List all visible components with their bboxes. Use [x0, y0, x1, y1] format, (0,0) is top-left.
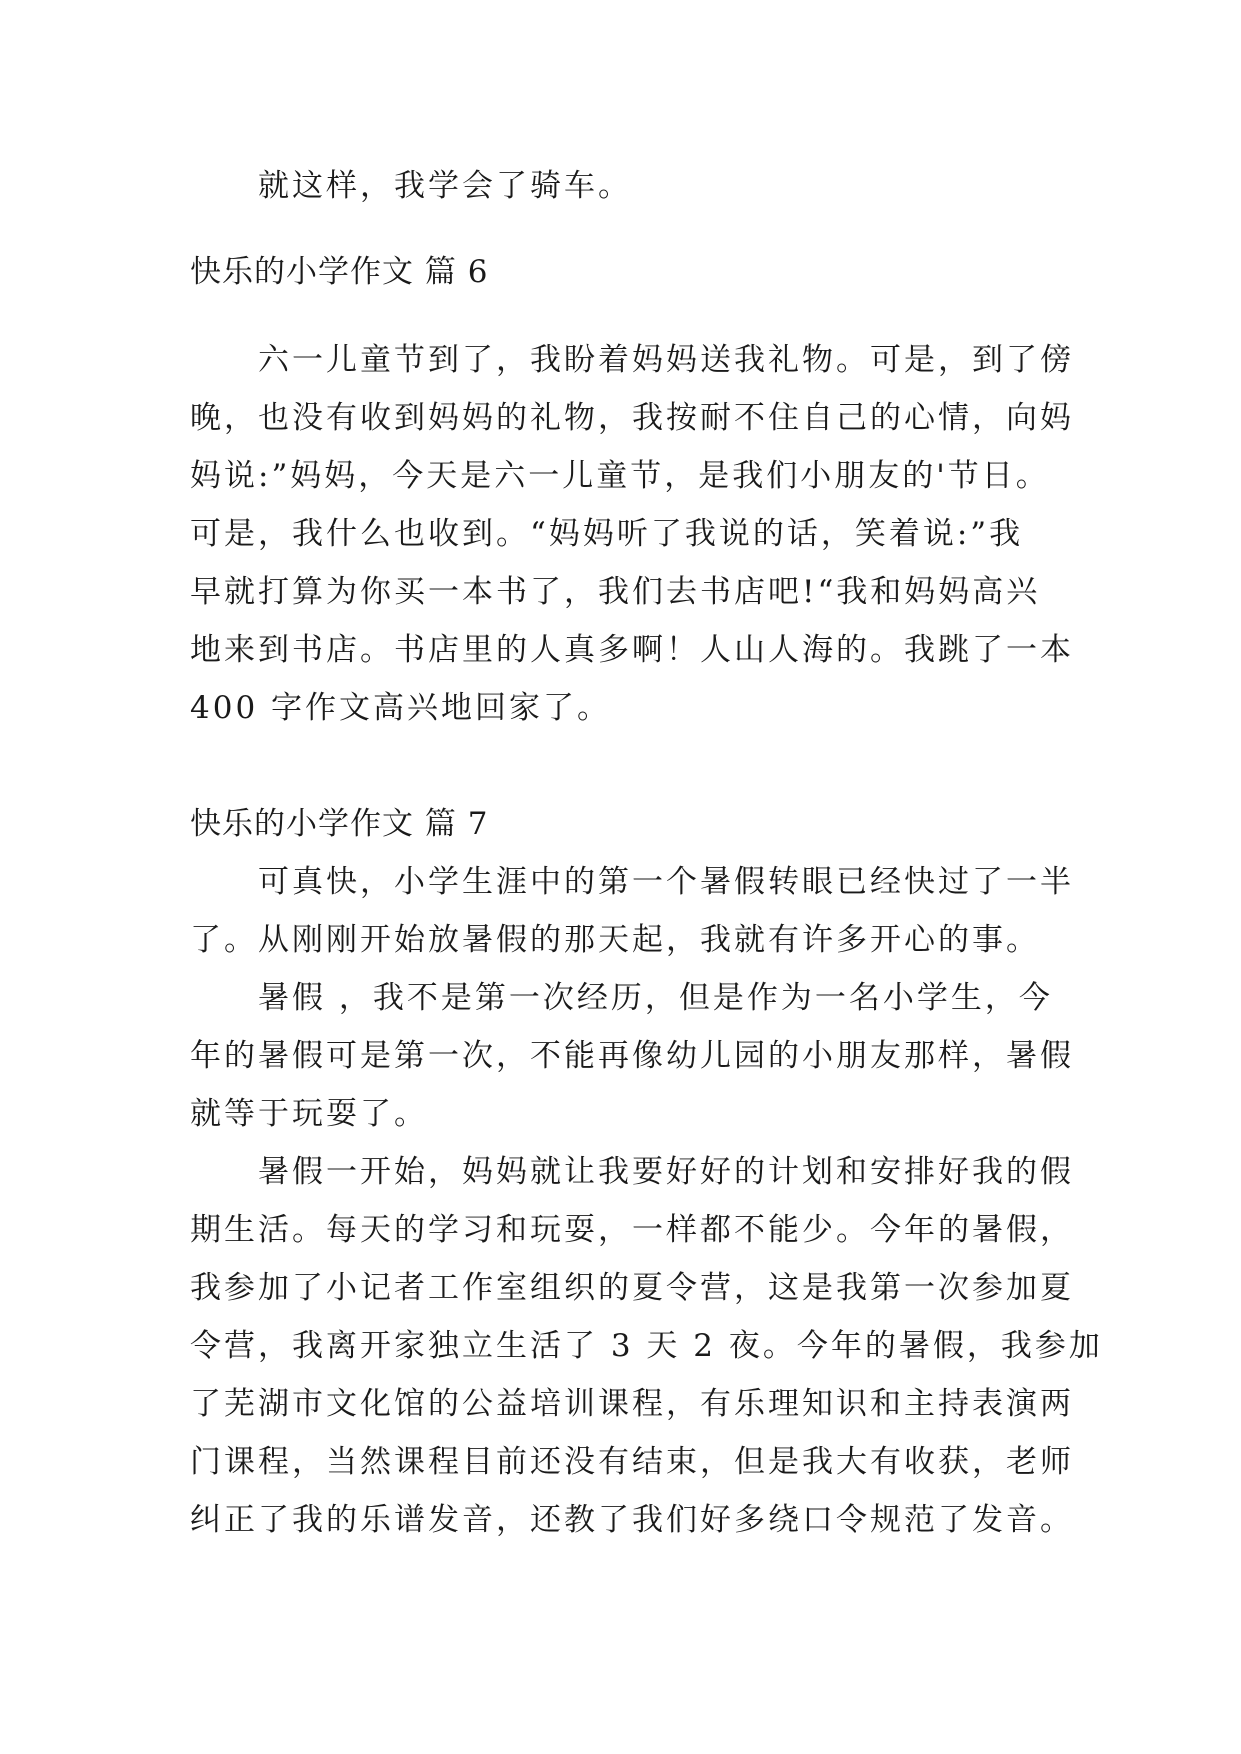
paragraph-line: 纠正了我的乐谱发音，还教了我们好多绕口令规范了发音。 [190, 1502, 1074, 1538]
paragraph-line: 年的暑假可是第一次，不能再像幼儿园的小朋友那样，暑假 [190, 1038, 1074, 1074]
paragraph-line: 期生活。每天的学习和玩耍，一样都不能少。今年的暑假， [190, 1212, 1074, 1248]
paragraph-line: 地来到书店。书店里的人真多啊！人山人海的。我跳了一本 [190, 632, 1074, 668]
paragraph-line: 可是，我什么也收到。“妈妈听了我说的话，笑着说:”我 [190, 516, 1024, 552]
paragraph-line: 妈说:”妈妈，今天是六一儿童节，是我们小朋友的'节日。 [190, 458, 1050, 494]
paragraph-line: 了芜湖市文化馆的公益培训课程，有乐理知识和主持表演两 [190, 1386, 1074, 1422]
paragraph-line: 了。从刚刚开始放暑假的那天起，我就有许多开心的事。 [190, 922, 1040, 958]
section-heading: 快乐的小学作文 篇 7 [190, 806, 489, 842]
paragraph-line: 门课程，当然课程目前还没有结束，但是我大有收获，老师 [190, 1444, 1074, 1480]
paragraph-line: 暑假一开始，妈妈就让我要好好的计划和安排好我的假 [258, 1154, 1074, 1190]
paragraph-line: 就这样，我学会了骑车。 [258, 168, 632, 204]
paragraph-line: 就等于玩耍了。 [190, 1096, 428, 1132]
paragraph-line: 六一儿童节到了，我盼着妈妈送我礼物。可是，到了傍 [258, 342, 1074, 378]
paragraph-line: 晚，也没有收到妈妈的礼物，我按耐不住自己的心情，向妈 [190, 400, 1074, 436]
paragraph-line: 令营，我离开家独立生活了 3 天 2 夜。今年的暑假，我参加 [190, 1328, 1103, 1364]
paragraph-line: 可真快，小学生涯中的第一个暑假转眼已经快过了一半 [258, 864, 1074, 900]
paragraph-line: 400 字作文高兴地回家了。 [190, 690, 612, 726]
paragraph-line: 早就打算为你买一本书了，我们去书店吧!“我和妈妈高兴 [190, 574, 1041, 610]
paragraph-line: 我参加了小记者工作室组织的夏令营，这是我第一次参加夏 [190, 1270, 1074, 1306]
paragraph-line: 暑假 ，我不是第一次经历，但是作为一名小学生，今 [258, 980, 1053, 1016]
section-heading: 快乐的小学作文 篇 6 [190, 254, 489, 290]
